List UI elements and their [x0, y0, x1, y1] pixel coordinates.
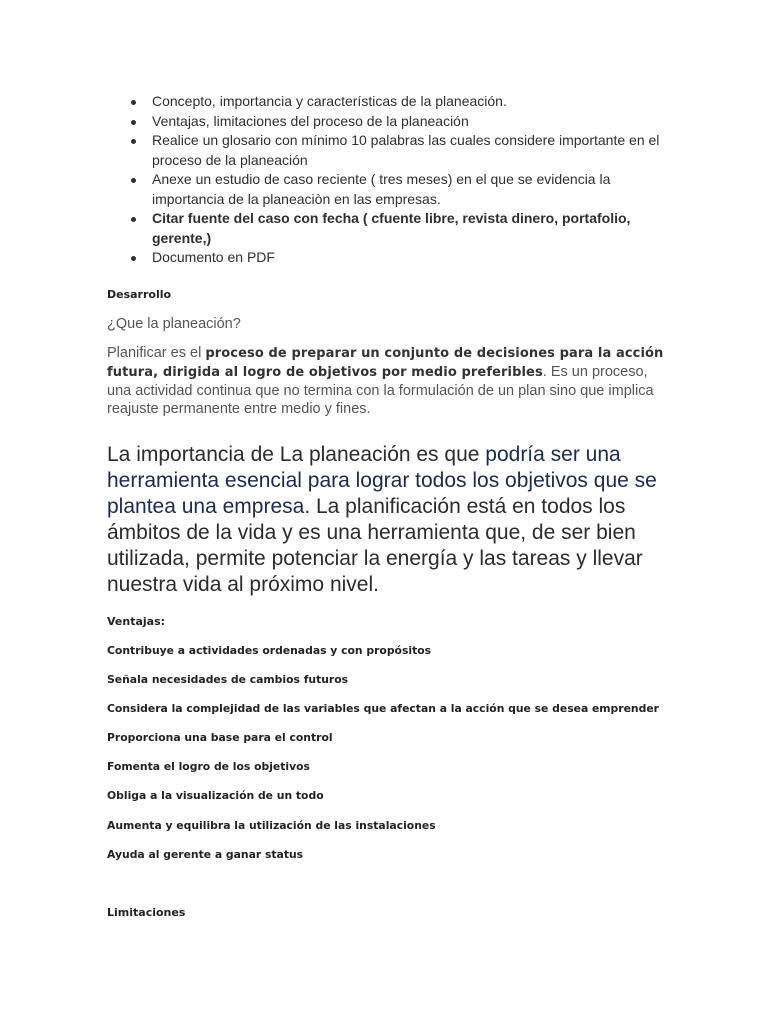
- ventaja-item: Señala necesidades de cambios futuros: [107, 673, 349, 686]
- ventaja-item: Obliga a la visualización de un todo: [107, 789, 324, 802]
- list-item: Ventajas, limitaciones del proceso de la planeación: [152, 112, 672, 132]
- list-item: Documento en PDF: [152, 248, 672, 268]
- importance-text: La importancia de La planeación es que: [107, 443, 486, 466]
- ventaja-item: Considera la complejidad de las variables que afectan a la acción que se desea emprender: [107, 702, 659, 715]
- paragraph-text: Planificar es el: [107, 345, 206, 361]
- importance-text: . La planificación está en todos los ámbitos de la vida y es una herramienta que, de ser bien utilizada, permite potenciar la energía y las tareas y llevar nuestra vida al próximo nivel.: [107, 495, 643, 596]
- ventaja-item: Aumenta y equilibra la utilización de las instalaciones: [107, 819, 436, 832]
- paragraph-text: . Es un proceso, una actividad continua que no termina con la formulación de un plan sino que implica reajuste permanente entre medio y fines.: [107, 364, 654, 417]
- ventaja-item: Proporciona una base para el control: [107, 731, 333, 744]
- ventaja-item: Contribuye a actividades ordenadas y con propósitos: [107, 644, 432, 657]
- requirements-list: [152, 92, 672, 268]
- ventaja-item: Ayuda al gerente a ganar status: [107, 848, 304, 861]
- list-item: Realice un glosario con mínimo 10 palabras las cuales considere importante en el proceso de la planeación: [152, 131, 672, 170]
- list-item: Citar fuente del caso con fecha ( cfuente libre, revista dinero, portafolio, gerente,): [152, 209, 672, 248]
- ventaja-item: Fomenta el logro de los objetivos: [107, 760, 310, 773]
- limitaciones-heading: Limitaciones: [107, 906, 186, 919]
- list-item: Anexe un estudio de caso reciente ( tres meses) en el que se evidencia la importancia de la planeaciòn en las empresas.: [152, 170, 672, 209]
- paragraph-bold-text: proceso de preparar un conjunto de decisiones para la acción futura, dirigida al logro de objetivos por medio preferibles: [107, 346, 664, 380]
- question-heading: ¿Que la planeación?: [107, 316, 241, 332]
- importance-paragraph: [107, 442, 667, 598]
- desarrollo-heading: Desarrollo: [107, 288, 172, 301]
- importance-highlight: podría ser una herramienta esencial para lograr todos los objetivos que se plantea una empresa: [107, 443, 657, 518]
- ventajas-heading: Ventajas:: [107, 615, 166, 628]
- list-item: Concepto, importancia y características de la planeación.: [152, 92, 672, 112]
- definition-paragraph: [107, 344, 667, 418]
